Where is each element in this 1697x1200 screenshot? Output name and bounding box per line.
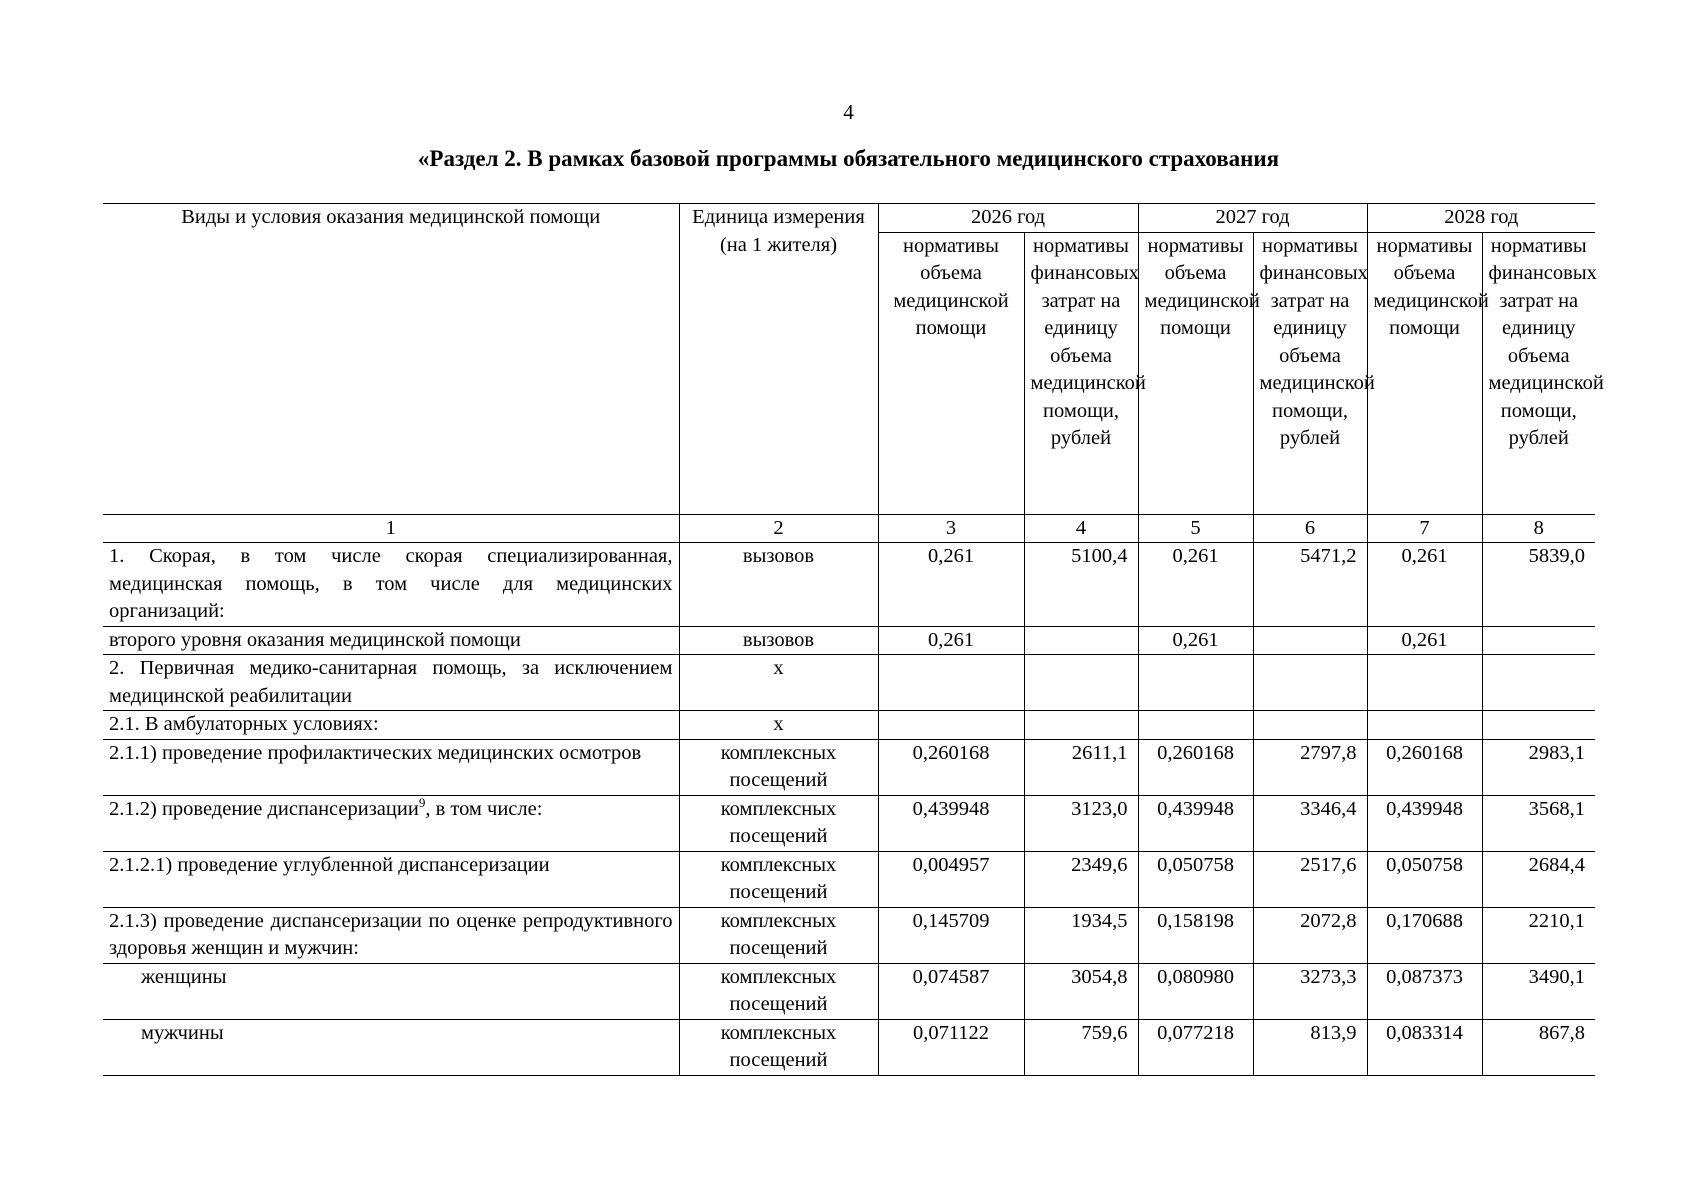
- volume-2028: 0,260168: [1367, 739, 1482, 795]
- table-row: [103, 655, 1595, 711]
- volume-2026: [878, 655, 1024, 711]
- volume-2028: [1367, 655, 1482, 711]
- cost-2028: 2983,1: [1482, 739, 1595, 795]
- volume-2026: 0,145709: [878, 907, 1024, 963]
- volume-2027: 0,260168: [1138, 739, 1253, 795]
- cost-2026: 1934,5: [1024, 907, 1138, 963]
- header-cost-2027: нормативы финансовых затрат на единицу объема медицинской помощи, рублей: [1253, 232, 1367, 514]
- header-cost-2026: нормативы финансовых затрат на единицу объема медицинской помощи, рублей: [1024, 232, 1138, 514]
- row-name-text: 2.1.2) проведение диспансеризации: [109, 797, 419, 820]
- cost-2026: [1024, 711, 1138, 740]
- volume-2028: 0,261: [1367, 543, 1482, 627]
- cost-2028: [1482, 711, 1595, 740]
- column-index-row: [103, 514, 1595, 543]
- table-row: [103, 907, 1595, 963]
- cost-2028: 3490,1: [1482, 963, 1595, 1019]
- column-index: 4: [1024, 514, 1138, 543]
- footnote-marker: 9: [418, 794, 426, 810]
- volume-2026: 0,071122: [878, 1019, 1024, 1075]
- row-name: женщины: [103, 963, 679, 1019]
- row-name: второго уровня оказания медицинской помощи: [103, 626, 679, 655]
- cost-2027: 5471,2: [1253, 543, 1367, 627]
- row-unit: комплексных посещений: [679, 963, 878, 1019]
- column-index: 2: [679, 514, 878, 543]
- row-name: 2.1.3) проведение диспансеризации по оценке репродуктивного здоровья женщин и мужчин:: [103, 907, 679, 963]
- volume-2028: 0,170688: [1367, 907, 1482, 963]
- row-unit: комплексных посещений: [679, 739, 878, 795]
- cost-2028: 867,8: [1482, 1019, 1595, 1075]
- row-unit: комплексных посещений: [679, 1019, 878, 1075]
- row-unit: х: [679, 711, 878, 740]
- header-volume-2027: нормативы объема медицинской помощи: [1138, 232, 1253, 514]
- table-row: [103, 1019, 1595, 1075]
- table-row: [103, 963, 1595, 1019]
- volume-2027: [1138, 711, 1253, 740]
- cost-2028: 5839,0: [1482, 543, 1595, 627]
- cost-2026: [1024, 655, 1138, 711]
- row-name: [103, 795, 679, 851]
- row-unit: комплексных посещений: [679, 851, 878, 907]
- volume-2027: 0,077218: [1138, 1019, 1253, 1075]
- cost-2028: [1482, 626, 1595, 655]
- row-name: 1. Скорая, в том числе скорая специализированная, медицинская помощь, в том числе для медицинских организаций:: [103, 543, 679, 627]
- row-unit: вызовов: [679, 543, 878, 627]
- header-year-2026: 2026 год: [878, 204, 1138, 233]
- row-unit: комплексных посещений: [679, 907, 878, 963]
- column-index: 6: [1253, 514, 1367, 543]
- volume-2027: 0,261: [1138, 626, 1253, 655]
- cost-2026: 3123,0: [1024, 795, 1138, 851]
- cost-2027: 3273,3: [1253, 963, 1367, 1019]
- volume-2028: 0,083314: [1367, 1019, 1482, 1075]
- cost-2027: 2797,8: [1253, 739, 1367, 795]
- table-row: [103, 739, 1595, 795]
- volume-2027: [1138, 655, 1253, 711]
- volume-2027: 0,439948: [1138, 795, 1253, 851]
- cost-2027: 813,9: [1253, 1019, 1367, 1075]
- volume-2027: 0,050758: [1138, 851, 1253, 907]
- header-year-2028: 2028 год: [1367, 204, 1595, 233]
- row-name: мужчины: [103, 1019, 679, 1075]
- volume-2028: [1367, 711, 1482, 740]
- table-row: [103, 795, 1595, 851]
- table-row: [103, 626, 1595, 655]
- cost-2026: 759,6: [1024, 1019, 1138, 1075]
- volume-2028: 0,087373: [1367, 963, 1482, 1019]
- row-name-text: , в том числе:: [425, 797, 543, 820]
- volume-2027: 0,261: [1138, 543, 1253, 627]
- cost-2027: [1253, 655, 1367, 711]
- volume-2028: 0,261: [1367, 626, 1482, 655]
- norms-table: [103, 203, 1604, 1076]
- section-title: «Раздел 2. В рамках базовой программы обязательного медицинского страхования: [417, 146, 1280, 171]
- row-name: 2. Первичная медико-санитарная помощь, за исключением медицинской реабилитации: [103, 655, 679, 711]
- row-name: 2.1. В амбулаторных условиях:: [103, 711, 679, 740]
- cost-2027: 2072,8: [1253, 907, 1367, 963]
- column-index: 1: [103, 514, 679, 543]
- row-unit: комплексных посещений: [679, 795, 878, 851]
- cost-2027: [1253, 711, 1367, 740]
- cost-2028: 3568,1: [1482, 795, 1595, 851]
- header-volume-2026: нормативы объема медицинской помощи: [878, 232, 1024, 514]
- column-index: 8: [1482, 514, 1595, 543]
- row-unit: вызовов: [679, 626, 878, 655]
- cost-2028: 2684,4: [1482, 851, 1595, 907]
- column-index: 3: [878, 514, 1024, 543]
- volume-2027: 0,158198: [1138, 907, 1253, 963]
- cost-2026: 5100,4: [1024, 543, 1138, 627]
- cost-2026: 2349,6: [1024, 851, 1138, 907]
- volume-2026: 0,261: [878, 543, 1024, 627]
- cost-2028: [1482, 655, 1595, 711]
- table-row: [103, 543, 1595, 627]
- cost-2027: [1253, 626, 1367, 655]
- cost-2026: 2611,1: [1024, 739, 1138, 795]
- volume-2026: 0,261: [878, 626, 1024, 655]
- header-row-years: [103, 204, 1595, 233]
- row-unit: х: [679, 655, 878, 711]
- volume-2026: 0,004957: [878, 851, 1024, 907]
- cost-2026: [1024, 626, 1138, 655]
- page-number: 4: [843, 100, 854, 124]
- volume-2026: 0,439948: [878, 795, 1024, 851]
- cost-2026: 3054,8: [1024, 963, 1138, 1019]
- volume-2028: 0,050758: [1367, 851, 1482, 907]
- cost-2027: 3346,4: [1253, 795, 1367, 851]
- header-volume-2028: нормативы объема медицинской помощи: [1367, 232, 1482, 514]
- volume-2026: 0,260168: [878, 739, 1024, 795]
- column-index: 7: [1367, 514, 1482, 543]
- cost-2027: 2517,6: [1253, 851, 1367, 907]
- volume-2026: [878, 711, 1024, 740]
- volume-2027: 0,080980: [1138, 963, 1253, 1019]
- row-name: 2.1.2.1) проведение углубленной диспансеризации: [103, 851, 679, 907]
- header-kind: Виды и условия оказания медицинской помощи: [103, 204, 679, 515]
- volume-2026: 0,074587: [878, 963, 1024, 1019]
- header-unit: Единица измерения (на 1 жителя): [679, 204, 878, 515]
- volume-2028: 0,439948: [1367, 795, 1482, 851]
- table-row: [103, 711, 1595, 740]
- column-index: 5: [1138, 514, 1253, 543]
- row-name: 2.1.1) проведение профилактических медицинских осмотров: [103, 739, 679, 795]
- header-cost-2028: нормативы финансовых затрат на единицу объема медицинской помощи, рублей: [1482, 232, 1595, 514]
- header-year-2027: 2027 год: [1138, 204, 1367, 233]
- cost-2028: 2210,1: [1482, 907, 1595, 963]
- table-row: [103, 851, 1595, 907]
